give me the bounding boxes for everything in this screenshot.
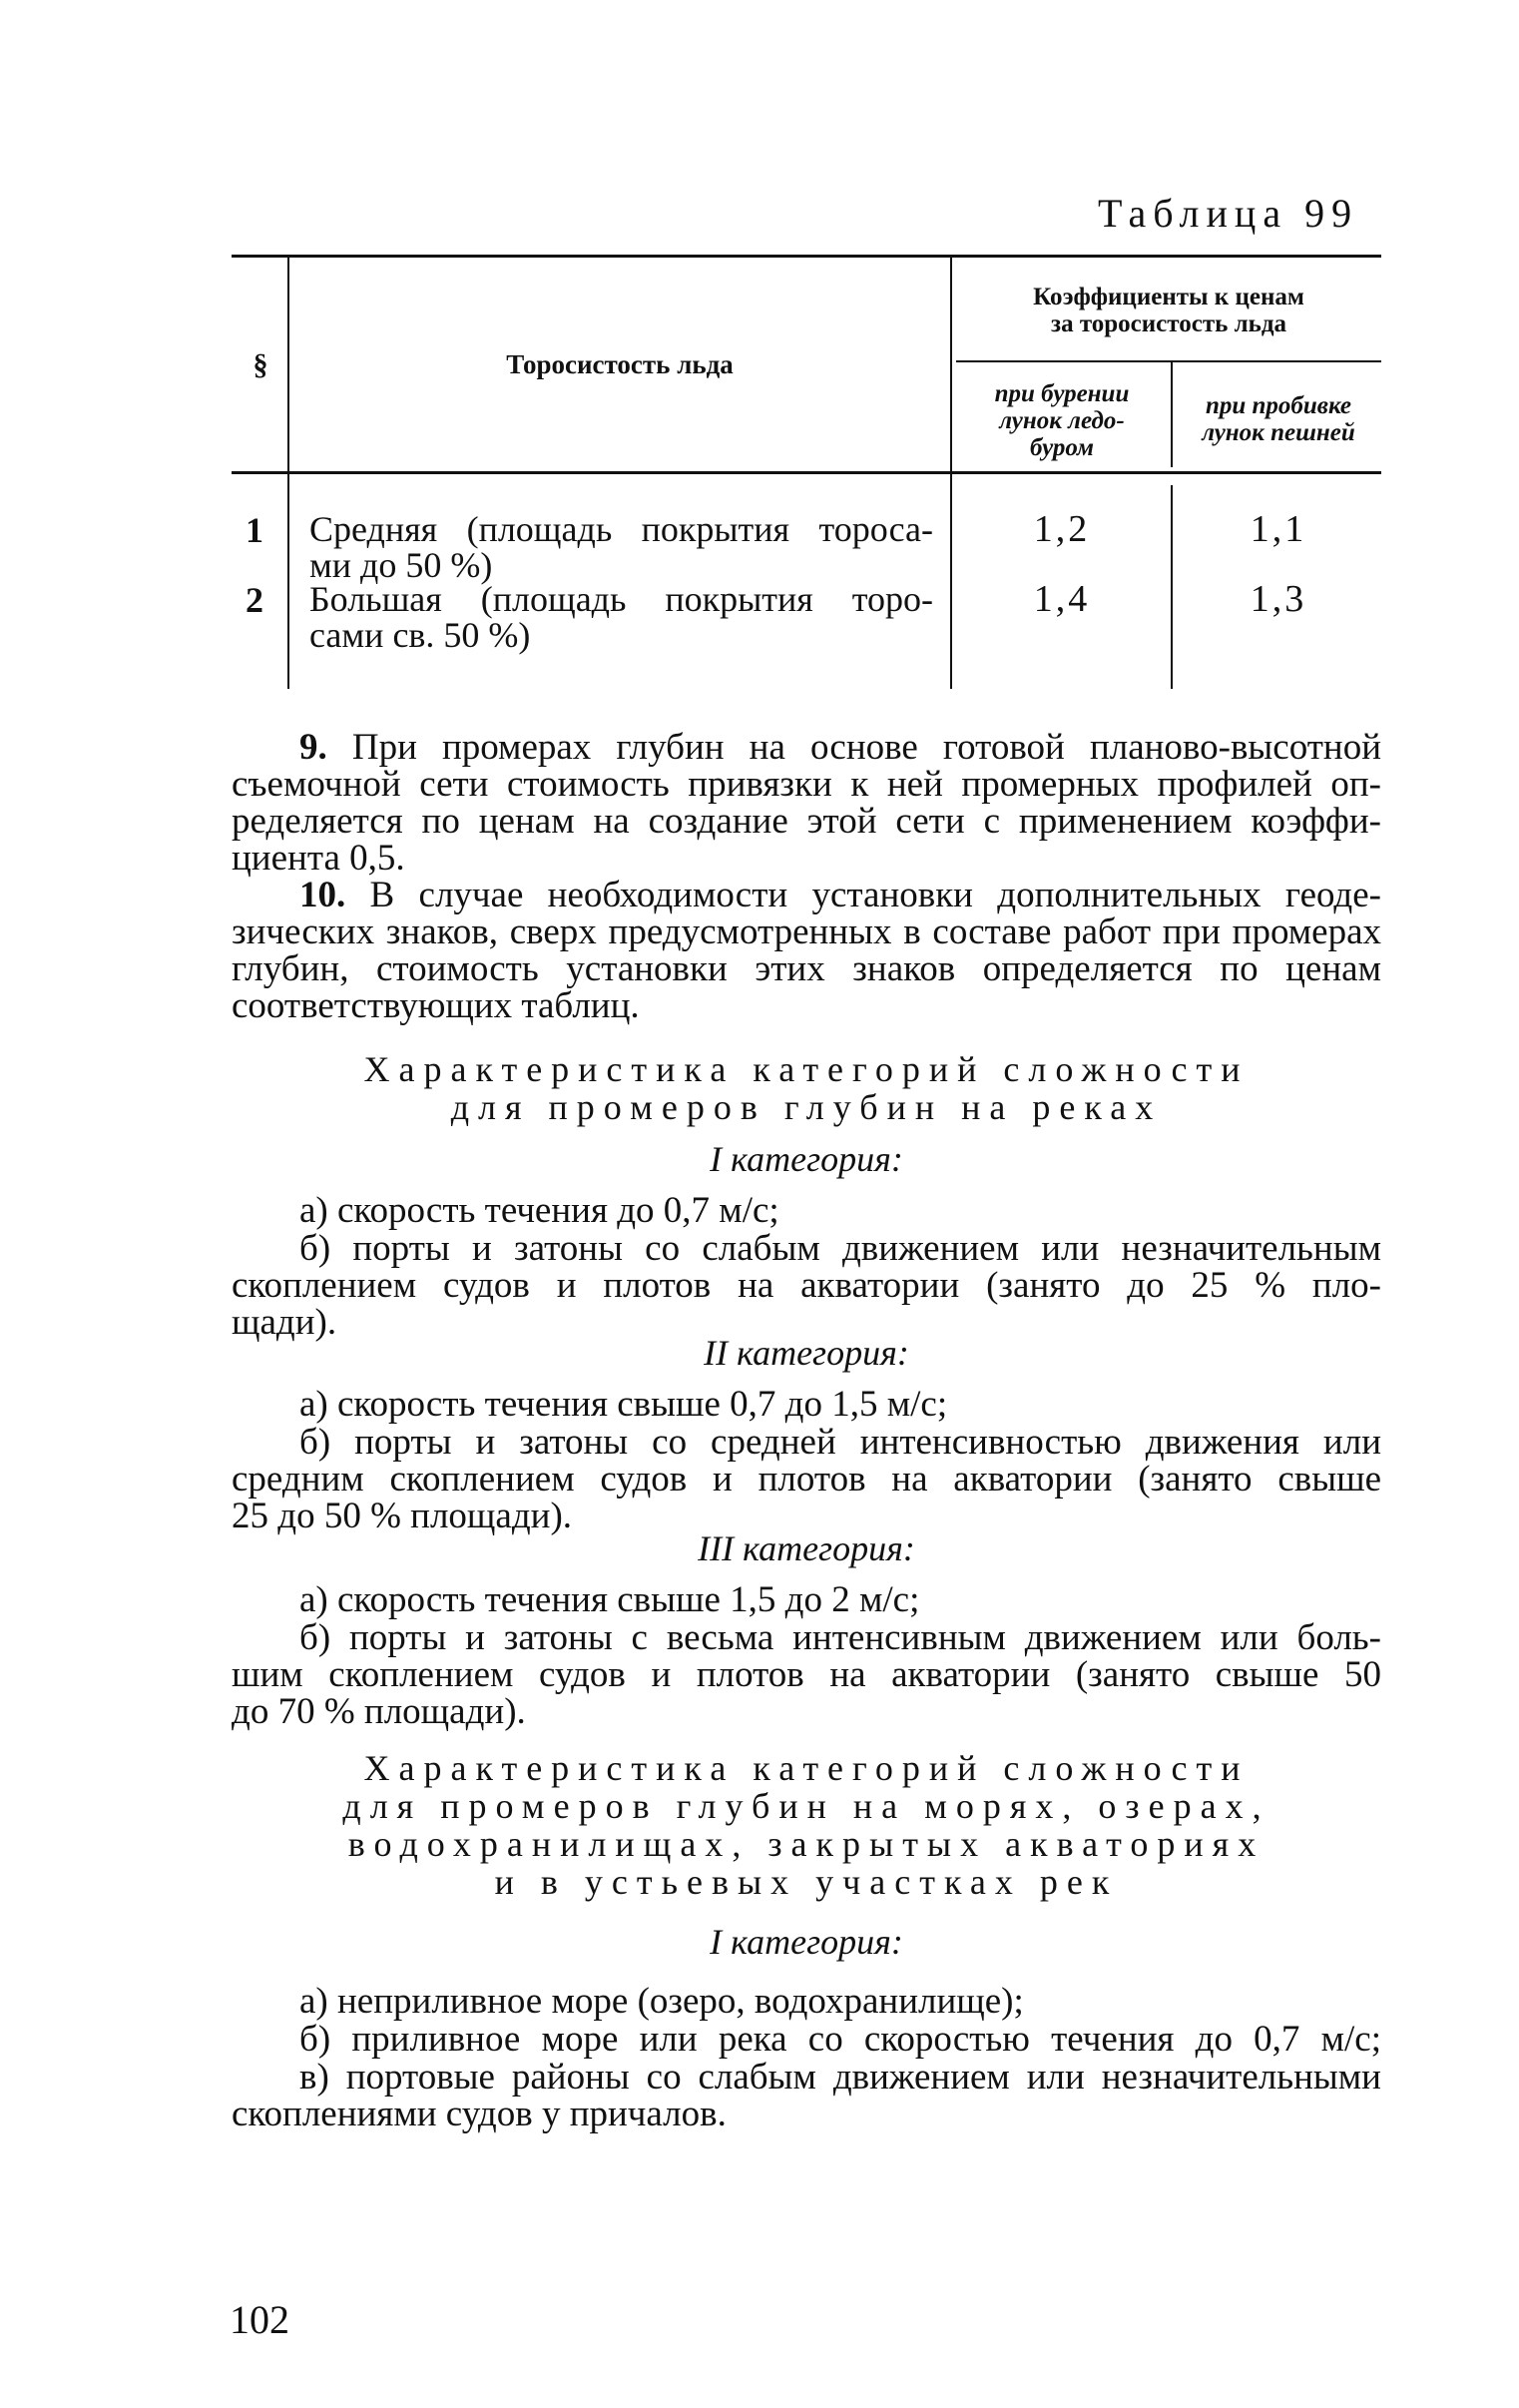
rivers-cat3-item-b (232, 1619, 1381, 1730)
header-pick-line-2: лунок пешней (1202, 419, 1355, 446)
table-row-2-drill-coef: 1,4 (1033, 578, 1091, 620)
seas-heading-line-3: водохранилищах, закрытых акваториях (347, 1824, 1266, 1864)
row-1-line-1: Средняя (площадь покрытия тороса- (309, 509, 933, 549)
rivers-cat1-title: I категория: (710, 1139, 903, 1179)
rivers-cat1-b-line-3: щади). (232, 1302, 337, 1343)
rivers-cat3-a-line-1: а) скорость течения свыше 1,5 до 2 м/с; (299, 1579, 920, 1620)
rivers-cat3-b-line-2: шим скоплением судов и плотов на акватории (занято свыше 50 (232, 1654, 1381, 1695)
table-top-rule (232, 255, 1381, 258)
rivers-heading-line-1: Характеристика категорий сложности (363, 1049, 1250, 1089)
table-group-rule (956, 360, 1381, 362)
table-row-2-description (309, 581, 933, 653)
table-caption: Таблица 99 (1098, 191, 1359, 236)
rivers-heading-line-2: для промеров глубин на реках (450, 1087, 1163, 1127)
rivers-cat3-item-a (299, 1581, 1381, 1618)
table-row-1-drill-coef: 1,2 (1033, 508, 1091, 550)
seas-heading-line-1: Характеристика категорий сложности (363, 1748, 1250, 1788)
seas-cat1-item-b (232, 2021, 1381, 2058)
table-row-2-number: 2 (246, 580, 263, 620)
seas-cat1-item-a (299, 1983, 1381, 2020)
header-group-line-1: Коэффициенты к ценам (1033, 284, 1304, 310)
rivers-cat1-item-a (299, 1192, 1381, 1229)
seas-section-heading (232, 1749, 1381, 1901)
header-ice-pick (1176, 392, 1381, 446)
p9-line-3: ределяется по ценам на создание этой сети с применением коэффи- (232, 801, 1381, 842)
seas-cat1-title: I категория: (710, 1922, 903, 1962)
rivers-cat1-b-line-1: б) порты и затоны со слабым движением или незначительным (299, 1228, 1381, 1269)
rivers-section-heading (232, 1050, 1381, 1126)
page-number: 102 (230, 2297, 289, 2342)
rivers-cat2-b-line-3: 25 до 50 % площади). (232, 1496, 573, 1536)
rivers-cat2-b-line-2: средним скоплением судов и плотов на акватории (занято свыше (232, 1459, 1381, 1500)
table-col-rule-2 (950, 258, 952, 689)
seas-cat1-c-line-1: в) портовые районы со слабым движением или незначительными (299, 2057, 1381, 2098)
paragraph-10 (232, 877, 1381, 1024)
row-2-line-1: Большая (площадь покрытия торо- (309, 579, 933, 619)
p10-line-1 (232, 877, 1381, 913)
header-group-line-2: за торосистость льда (1051, 310, 1286, 337)
seas-heading-line-2: для промеров глубин на морях, озерах, (342, 1786, 1270, 1826)
p10-line-3: глубин, стоимость установки этих знаков определяется по ценам (232, 948, 1381, 989)
header-ice-hummock: Торосистость льда (506, 349, 734, 379)
rivers-cat2-title: II категория: (704, 1333, 909, 1373)
table-row-1-pick-coef: 1,1 (1250, 508, 1307, 550)
seas-cat1-a-line-1: а) неприливное море (озеро, водохранилище); (299, 1981, 1024, 2022)
table-col-rule-1 (287, 258, 289, 689)
header-pick-line-1: при пробивке (1205, 392, 1352, 419)
row-1-line-2: ми до 50 %) (309, 545, 493, 585)
table-row-1-description (309, 511, 933, 583)
header-section-sign: § (253, 348, 268, 381)
header-drill-line-3: буром (1029, 434, 1095, 461)
table-row-1-number: 1 (246, 510, 263, 550)
p9-line-1-text: При промерах глубин на основе готовой планово-высотной (351, 727, 1381, 768)
row-2-line-2: сами св. 50 %) (309, 615, 531, 655)
p10-line-2: зических знаков, сверх предусмотренных в составе работ при промерах (232, 911, 1381, 952)
p10-line-1-text: В случае необходимости установки дополнительных геоде- (369, 875, 1381, 915)
rivers-cat1-item-b (232, 1230, 1381, 1341)
table-header-rule (232, 471, 1381, 474)
rivers-cat3-b-line-1: б) порты и затоны с весьма интенсивным движением или боль- (299, 1617, 1381, 1658)
header-drill-line-1: при бурении (994, 380, 1130, 407)
seas-cat1-item-c (232, 2059, 1381, 2132)
seas-heading-line-4: и в устьевых участках рек (494, 1862, 1119, 1902)
p10-number: 10. (299, 875, 346, 915)
header-drill-line-2: лунок ледо- (999, 407, 1125, 434)
header-coefficient-group (956, 284, 1381, 337)
p9-line-4: циента 0,5. (232, 838, 405, 879)
rivers-cat2-a-line-1: а) скорость течения свыше 0,7 до 1,5 м/с; (299, 1384, 948, 1425)
rivers-cat1-a-line-1: а) скорость течения до 0,7 м/с; (299, 1190, 779, 1231)
rivers-cat2-b-line-1: б) порты и затоны со средней интенсивностью движения или (299, 1422, 1381, 1463)
table-row-2-pick-coef: 1,3 (1250, 578, 1307, 620)
rivers-cat2-item-a (299, 1386, 1381, 1423)
rivers-cat2-item-b (232, 1424, 1381, 1534)
p9-line-1 (232, 729, 1381, 766)
paragraph-9 (232, 729, 1381, 877)
table-col-rule-3 (1171, 362, 1173, 467)
rivers-cat3-b-line-3: до 70 % площади). (232, 1691, 526, 1732)
rivers-cat3-title: III категория: (698, 1528, 915, 1568)
p10-line-4: соответствующих таблиц. (232, 985, 640, 1026)
rivers-cat1-b-line-2: скоплением судов и плотов на акватории (занято до 25 % пло- (232, 1265, 1381, 1306)
header-drill-auger (954, 380, 1170, 461)
seas-cat1-b-line-1: б) приливное море или река со скоростью течения до 0,7 м/с; (299, 2019, 1381, 2060)
p9-number: 9. (299, 727, 327, 768)
table-col-rule-3-body (1171, 485, 1173, 689)
p9-line-2: съемочной сети стоимость привязки к ней промерных профилей оп- (232, 764, 1381, 805)
seas-cat1-c-line-2: скоплениями судов у причалов. (232, 2094, 727, 2134)
